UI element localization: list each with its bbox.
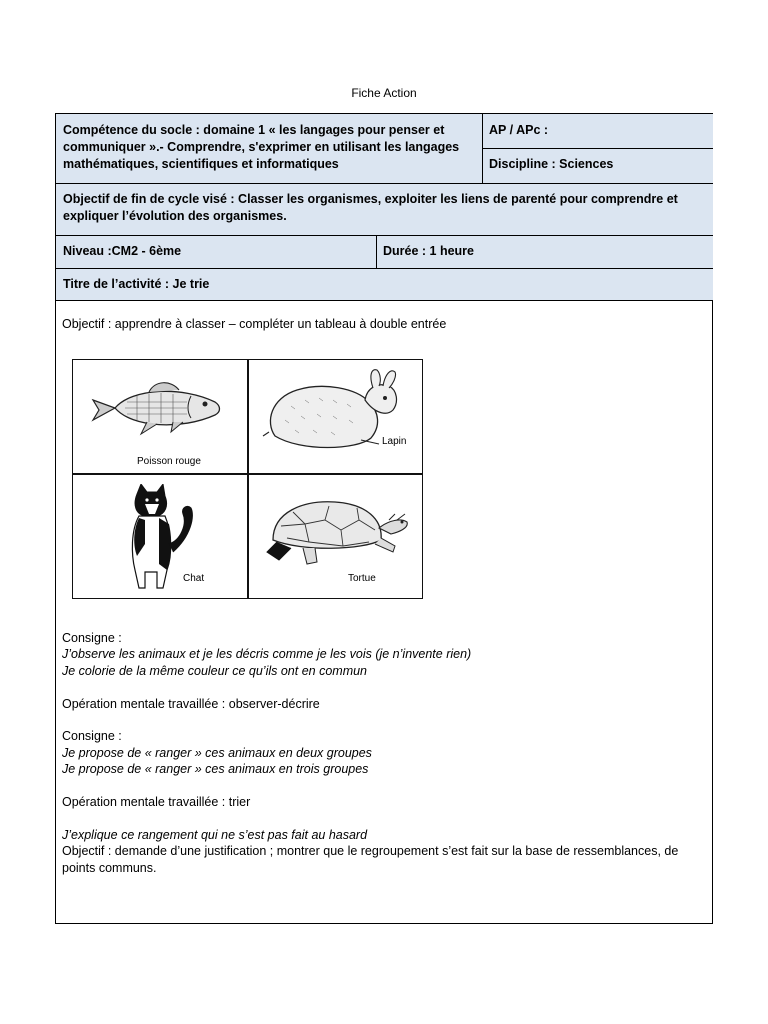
activity-body xyxy=(62,316,706,332)
competence-cell xyxy=(56,114,482,183)
objectif2-line: Objectif : demande d’une justification ; montrer que le regroupement s’est fait sur la base de ressemblances, de points communs. xyxy=(62,844,679,875)
poisson-label: Poisson rouge xyxy=(137,456,201,467)
consigne2-line1: Je propose de « ranger » ces animaux en deux groupes xyxy=(62,745,372,760)
titre-text: Titre de l’activité : Je trie xyxy=(63,277,210,291)
lapin-label: Lapin xyxy=(382,436,407,447)
document-title: Fiche Action xyxy=(351,86,417,100)
discipline-text: Discipline : Sciences xyxy=(489,157,614,171)
turtle-drawing xyxy=(263,490,413,580)
niveau-cell xyxy=(56,235,376,268)
consigne1-line1: J’observe les animaux et je les décris comme je les vois (je n’invente rien) xyxy=(62,647,472,662)
explique-line: J’explique ce rangement qui ne s’est pas fait au hasard xyxy=(62,827,368,842)
objectif-line: Objectif : apprendre à classer – compléter un tableau à double entrée xyxy=(62,317,447,331)
operation1-line: Opération mentale travaillée : observer-décrire xyxy=(62,696,320,711)
niveau-text: Niveau :CM2 - 6ème xyxy=(63,244,182,258)
fish-drawing xyxy=(87,378,227,440)
chat-label: Chat xyxy=(183,573,205,584)
consigne2-label: Consigne : xyxy=(62,729,122,744)
objectif-cycle-text: Objectif de fin de cycle visé : Classer les organismes, exploiter les liens de parenté pour comprendre et expliquer l’évolution des organismes. xyxy=(63,192,678,223)
ap-cell xyxy=(482,114,713,148)
consigne2-line2: Je propose de « ranger » ces animaux en trois groupes xyxy=(62,762,369,777)
instructions-block xyxy=(62,630,706,876)
objectif-cycle-cell xyxy=(56,183,713,235)
competence-text: Compétence du socle : domaine 1 « les langages pour penser et communiquer ».- Comprendre, s'exprimer en utilisant les langages mathématiques, scientifiques et informatiques xyxy=(63,123,460,171)
consigne1-label: Consigne : xyxy=(62,631,122,645)
duree-cell xyxy=(376,235,713,268)
action-sheet-table xyxy=(55,113,713,924)
duree-text: Durée : 1 heure xyxy=(383,244,475,258)
discipline-cell xyxy=(482,148,713,183)
titre-cell xyxy=(56,268,713,300)
animals-illustration xyxy=(72,359,423,599)
ap-text: AP / APc : xyxy=(489,123,549,137)
tortue-label: Tortue xyxy=(348,573,376,584)
operation2-line: Opération mentale travaillée : trier xyxy=(62,795,251,810)
consigne1-line2: Je colorie de la même couleur ce qu’ils ont en commun xyxy=(62,663,368,678)
